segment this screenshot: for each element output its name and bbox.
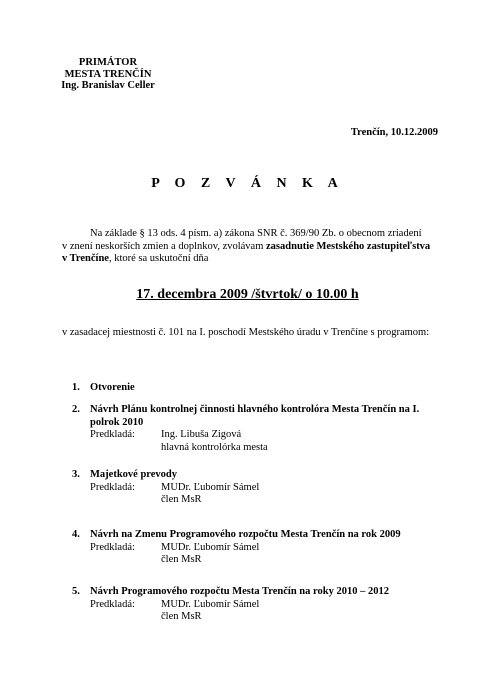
- agenda-item-title: Návrh Plánu kontrolnej činnosti hlavného kontrolóra Mesta Trenčín na I. polrok 2010: [90, 404, 420, 428]
- agenda-item-presenter: [90, 599, 442, 612]
- agenda-item-title: Otvorenie: [90, 382, 135, 393]
- agenda-item-presenter: [90, 482, 442, 495]
- agenda-item-number: 4.: [72, 529, 80, 540]
- presenter-label: Predkladá:: [90, 541, 135, 553]
- intro-paragraph: [62, 228, 438, 266]
- presenter-label: Predkladá:: [90, 598, 135, 610]
- agenda-item-presenter-role: [90, 442, 442, 455]
- agenda-item-presenter-role: [90, 611, 442, 624]
- agenda-item-presenter: [90, 542, 442, 555]
- presenter-role: člen MsR: [161, 554, 202, 565]
- agenda-item-title: Návrh na Zmenu Programového rozpočtu Mesta Trenčín na rok 2009: [90, 529, 401, 540]
- agenda-item: [72, 404, 442, 454]
- agenda-item: [72, 382, 442, 395]
- presenter-name: Ing. Libuša Zigová: [161, 429, 242, 440]
- agenda-item-presenter-role: [90, 554, 442, 567]
- agenda-item-number: 3.: [72, 469, 80, 480]
- agenda-item-presenter: [90, 429, 442, 442]
- intro-line-2-text: v znení neskorších zmien a doplnkov, zvolávam: [62, 240, 267, 252]
- presenter-name: MUDr. Ľubomír Sámel: [161, 541, 260, 553]
- presenter-role: člen MsR: [161, 611, 202, 622]
- agenda-item-number: 2.: [72, 404, 80, 415]
- sender-block: [52, 57, 164, 92]
- agenda-item-number: 5.: [72, 586, 80, 597]
- agenda-item-title: Majetkové prevody: [90, 469, 177, 480]
- agenda-item: [72, 529, 442, 567]
- document-date: Trenčín, 10.12.2009: [350, 127, 438, 138]
- sender-name: Ing. Branislav Celler: [61, 80, 155, 91]
- presenter-label: Predkladá:: [90, 481, 135, 493]
- agenda-item-presenter-role: [90, 494, 442, 507]
- document-title: P O Z V Á N K A: [151, 176, 344, 191]
- agenda-item: [72, 586, 442, 624]
- presenter-role: hlavná kontrolórka mesta: [161, 441, 268, 453]
- intro-line-3-bold: v Trenčíne: [62, 253, 109, 264]
- meeting-datetime: 17. decembra 2009 /štvrtok/ o 10.00 h: [136, 287, 359, 302]
- presenter-role: člen MsR: [161, 494, 202, 505]
- intro-line-1: Na základe § 13 ods. 4 písm. a) zákona SNR č. 369/90 Zb. o obecnom zriadení: [90, 228, 422, 239]
- presenter-name: MUDr. Ľubomír Sámel: [161, 598, 260, 610]
- intro-line-3-text: , ktoré sa uskutoční dňa: [108, 253, 209, 264]
- sender-organization: MESTA TRENČÍN: [64, 68, 152, 80]
- presenter-label: Predkladá:: [90, 429, 135, 440]
- presenter-name: MUDr. Ľubomír Sámel: [161, 481, 260, 493]
- intro-line-2-bold: zasadnutie Mestského zastupiteľstva: [266, 240, 431, 252]
- agenda-item: [72, 469, 442, 507]
- sender-title: PRIMÁTOR: [78, 57, 138, 68]
- agenda-item-number: 1.: [72, 382, 80, 393]
- meeting-place: v zasadacej miestnosti č. 101 na I. poschodí Mestského úradu v Trenčíne s programom:: [62, 327, 430, 338]
- agenda-item-title: Návrh Programového rozpočtu Mesta Trenčín na roky 2010 – 2012: [90, 586, 389, 597]
